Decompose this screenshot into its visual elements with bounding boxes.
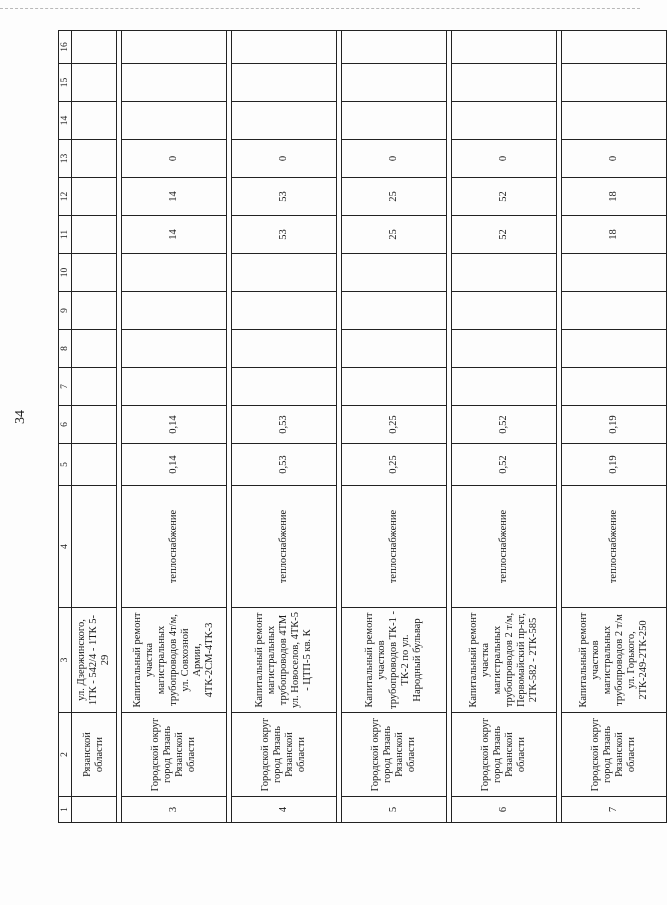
col8-cell bbox=[452, 330, 557, 368]
col7-cell bbox=[342, 368, 447, 406]
header-cell: 3 bbox=[59, 608, 72, 713]
col8-cell bbox=[562, 330, 667, 368]
col14-cell bbox=[342, 102, 447, 140]
row-number: 6 bbox=[452, 797, 557, 823]
col14-cell bbox=[452, 102, 557, 140]
col16-cell bbox=[342, 31, 447, 64]
col14-cell bbox=[122, 102, 227, 140]
row-number: 7 bbox=[562, 797, 667, 823]
col9-cell bbox=[342, 292, 447, 330]
type-cell: теплоснабжение bbox=[122, 486, 227, 608]
header-cell: 16 bbox=[59, 31, 72, 64]
col13-cell: 0 bbox=[342, 140, 447, 178]
col15-cell bbox=[122, 64, 227, 102]
col15-cell bbox=[452, 64, 557, 102]
col11-cell: 18 bbox=[562, 216, 667, 254]
col14-cell bbox=[562, 102, 667, 140]
col16-cell bbox=[232, 31, 337, 64]
cont-cell bbox=[72, 216, 117, 254]
col10-cell bbox=[232, 254, 337, 292]
object-cell: Капитальный ремонт участка магистральных трубопроводов 4т/м, ул. Совхозной Армии, 4ТК-2СМ-4ТК-3 bbox=[122, 608, 227, 713]
col10-cell bbox=[452, 254, 557, 292]
cont-row-number bbox=[72, 797, 117, 823]
col9-cell bbox=[452, 292, 557, 330]
col10-cell bbox=[122, 254, 227, 292]
col15-cell bbox=[562, 64, 667, 102]
col11-cell: 25 bbox=[342, 216, 447, 254]
col9-cell bbox=[122, 292, 227, 330]
row-number: 4 bbox=[232, 797, 337, 823]
cont-cell bbox=[72, 406, 117, 444]
object-cell: Капитальный ремонт магистральных трубопроводов 4ТМ ул. Новоселов, 4ТК-5 - ЦТП-5 кв. К bbox=[232, 608, 337, 713]
col15-cell bbox=[342, 64, 447, 102]
header-cell: 8 bbox=[59, 330, 72, 368]
header-cell: 2 bbox=[59, 713, 72, 797]
col12-cell: 25 bbox=[342, 178, 447, 216]
header-cell: 4 bbox=[59, 486, 72, 608]
header-cell: 11 bbox=[59, 216, 72, 254]
col8-cell bbox=[232, 330, 337, 368]
cont-cell bbox=[72, 330, 117, 368]
col16-cell bbox=[452, 31, 557, 64]
col7-cell bbox=[232, 368, 337, 406]
col16-cell bbox=[122, 31, 227, 64]
type-cell: теплоснабжение bbox=[562, 486, 667, 608]
type-cell: теплоснабжение bbox=[452, 486, 557, 608]
col5-cell: 0,52 bbox=[452, 444, 557, 486]
object-cell: Капитальный ремонт участков магистральных трубопроводов 2 т/м ул. Горького, 2ТК-249-2ТК-250 bbox=[562, 608, 667, 713]
col14-cell bbox=[232, 102, 337, 140]
municipality-cell: Городской округ город Рязань Рязанской области bbox=[342, 713, 447, 797]
col9-cell bbox=[232, 292, 337, 330]
header-cell: 12 bbox=[59, 178, 72, 216]
cont-cell bbox=[72, 140, 117, 178]
object-cell: Капитальный ремонт участков трубопроводов ТК-1 - ТК-2 по ул. Народный бульвар bbox=[342, 608, 447, 713]
type-cell: теплоснабжение bbox=[232, 486, 337, 608]
col12-cell: 52 bbox=[452, 178, 557, 216]
col13-cell: 0 bbox=[122, 140, 227, 178]
header-cell: 10 bbox=[59, 254, 72, 292]
col8-cell bbox=[342, 330, 447, 368]
top-dashed-rule bbox=[0, 8, 640, 9]
col6-cell: 0,53 bbox=[232, 406, 337, 444]
column-number-header-row bbox=[59, 31, 72, 823]
municipality-cell: Городской округ город Рязань Рязанской области bbox=[452, 713, 557, 797]
col13-cell: 0 bbox=[562, 140, 667, 178]
cont-cell bbox=[72, 178, 117, 216]
col7-cell bbox=[452, 368, 557, 406]
table-row bbox=[122, 31, 227, 823]
col10-cell bbox=[562, 254, 667, 292]
cont-cell bbox=[72, 31, 117, 64]
header-cell: 13 bbox=[59, 140, 72, 178]
cont-municipality: Рязанской области bbox=[72, 713, 117, 797]
continuation-row bbox=[72, 31, 117, 823]
col6-cell: 0,14 bbox=[122, 406, 227, 444]
row-number: 5 bbox=[342, 797, 447, 823]
col7-cell bbox=[562, 368, 667, 406]
col5-cell: 0,19 bbox=[562, 444, 667, 486]
table-row bbox=[342, 31, 447, 823]
municipality-cell: Городской округ город Рязань Рязанской области bbox=[232, 713, 337, 797]
cont-cell bbox=[72, 444, 117, 486]
header-cell: 6 bbox=[59, 406, 72, 444]
header-cell: 7 bbox=[59, 368, 72, 406]
col9-cell bbox=[562, 292, 667, 330]
header-cell: 5 bbox=[59, 444, 72, 486]
col5-cell: 0,14 bbox=[122, 444, 227, 486]
cont-cell bbox=[72, 368, 117, 406]
table-row bbox=[232, 31, 337, 823]
col11-cell: 52 bbox=[452, 216, 557, 254]
col12-cell: 18 bbox=[562, 178, 667, 216]
col6-cell: 0,19 bbox=[562, 406, 667, 444]
object-cell: Капитальный ремонт участка магистральных трубопроводов 2 т/м, Первомайский пр-кт, 2ТК-582 - 2ТК-585 bbox=[452, 608, 557, 713]
col5-cell: 0,53 bbox=[232, 444, 337, 486]
row-number: 3 bbox=[122, 797, 227, 823]
col15-cell bbox=[232, 64, 337, 102]
col5-cell: 0,25 bbox=[342, 444, 447, 486]
rotated-table-container bbox=[58, 33, 650, 823]
col10-cell bbox=[342, 254, 447, 292]
header-cell: 9 bbox=[59, 292, 72, 330]
col11-cell: 53 bbox=[232, 216, 337, 254]
col16-cell bbox=[562, 31, 667, 64]
cont-cell bbox=[72, 254, 117, 292]
table-row bbox=[452, 31, 557, 823]
col7-cell bbox=[122, 368, 227, 406]
cont-object: ул. Дзержинского, 1ТК - 542/4 - 1ТК 5-29 bbox=[72, 608, 117, 713]
cont-cell bbox=[72, 64, 117, 102]
col13-cell: 0 bbox=[232, 140, 337, 178]
cont-cell bbox=[72, 486, 117, 608]
col11-cell: 14 bbox=[122, 216, 227, 254]
table-row bbox=[562, 31, 667, 823]
header-cell: 1 bbox=[59, 797, 72, 823]
header-cell: 15 bbox=[59, 64, 72, 102]
col6-cell: 0,25 bbox=[342, 406, 447, 444]
cont-cell bbox=[72, 102, 117, 140]
col12-cell: 14 bbox=[122, 178, 227, 216]
col13-cell: 0 bbox=[452, 140, 557, 178]
col6-cell: 0,52 bbox=[452, 406, 557, 444]
header-cell: 14 bbox=[59, 102, 72, 140]
municipality-cell: Городской округ город Рязань Рязанской области bbox=[122, 713, 227, 797]
page-number: 34 bbox=[13, 410, 28, 424]
municipality-cell: Городской округ город Рязань Рязанской области bbox=[562, 713, 667, 797]
program-table bbox=[58, 30, 667, 823]
col8-cell bbox=[122, 330, 227, 368]
cont-cell bbox=[72, 292, 117, 330]
col12-cell: 53 bbox=[232, 178, 337, 216]
type-cell: теплоснабжение bbox=[342, 486, 447, 608]
